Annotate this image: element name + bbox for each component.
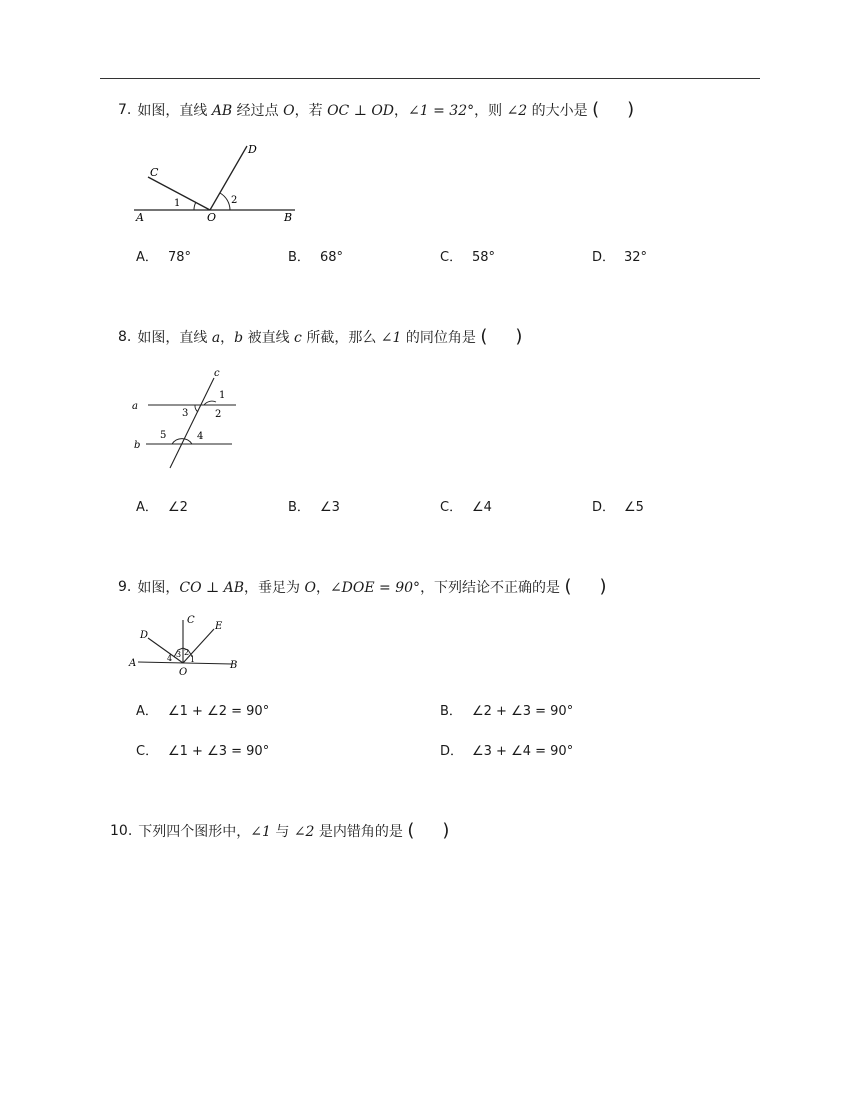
label-angle-2: 2 [215, 409, 222, 420]
line-ab [138, 662, 232, 664]
label-a: A [136, 211, 144, 222]
q8-option-d[interactable]: D． ∠5 [592, 500, 644, 515]
q7-option-c[interactable]: C． 58° [440, 250, 496, 265]
label-c: c [214, 368, 220, 379]
answer-paren-open: ( [407, 820, 415, 841]
label-c: C [150, 166, 159, 179]
label-d: D [248, 143, 257, 156]
q9-option-c[interactable]: C． ∠1 + ∠3 = 90° [136, 744, 270, 759]
question-text: 下列四个图形中，∠1 与 ∠2 是内错角的是 ( ) [138, 820, 450, 841]
label-a: a [132, 401, 138, 412]
q9-option-d[interactable]: D． ∠3 + ∠4 = 90° [440, 744, 574, 759]
q8-option-c[interactable]: C． ∠4 [440, 500, 492, 515]
figure-q7 [130, 140, 300, 222]
header-rule [100, 78, 760, 79]
label-o: O [179, 667, 188, 678]
q7-option-a[interactable]: A． 78° [136, 250, 192, 265]
answer-paren-open: ( [564, 576, 572, 597]
label-c: C [187, 615, 195, 626]
label-angle-3: 3 [176, 650, 182, 659]
label-angle-3: 3 [182, 408, 189, 419]
label-b: B [284, 211, 293, 222]
question-text: 如图，直线 AB 经过点 O，若 OC ⊥ OD，∠1 = 32°，则 ∠2 的大小是 ( ) [137, 99, 635, 120]
label-angle-4: 4 [167, 654, 173, 663]
question-text: 如图，直线 a，b 被直线 c 所截，那么 ∠1 的同位角是 ( ) [137, 326, 523, 347]
answer-paren-close: ) [599, 576, 607, 597]
question-8 [118, 326, 522, 347]
angle-1-arc [204, 401, 216, 405]
answer-paren-close: ) [627, 99, 635, 120]
line-c [170, 378, 214, 468]
q9-option-b[interactable]: B． ∠2 + ∠3 = 90° [440, 704, 574, 719]
label-angle-1: 1 [190, 655, 196, 664]
answer-paren-close: ) [515, 326, 523, 347]
figure-q8 [128, 366, 243, 472]
ray-od [210, 146, 247, 210]
question-number: 9. [118, 578, 132, 595]
question-number: 8. [118, 328, 132, 345]
answer-paren-close: ) [442, 820, 450, 841]
label-b: B [230, 660, 238, 671]
label-o: O [207, 211, 217, 222]
answer-paren-open: ( [592, 99, 600, 120]
answer-paren-open: ( [480, 326, 488, 347]
q7-option-d[interactable]: D． 32° [592, 250, 648, 265]
figure-q9 [126, 612, 244, 680]
question-number: 10. [110, 822, 133, 839]
label-angle-4: 4 [197, 431, 204, 442]
label-a: A [129, 658, 137, 669]
question-10 [110, 820, 450, 841]
q8-option-b[interactable]: B． ∠3 [288, 500, 340, 515]
ray-oe [183, 629, 214, 663]
label-b: b [134, 440, 141, 451]
label-d: D [140, 630, 149, 641]
label-angle-5: 5 [160, 430, 167, 441]
label-e: E [215, 621, 223, 632]
label-angle-1: 1 [174, 198, 181, 209]
q7-option-b[interactable]: B． 68° [288, 250, 344, 265]
label-angle-1: 1 [219, 390, 226, 401]
question-7 [118, 99, 634, 120]
label-angle-2: 2 [231, 195, 238, 206]
question-text: 如图，CO ⊥ AB，垂足为 O，∠DOE = 90°，下列结论不正确的是 ( ) [137, 576, 607, 597]
label-angle-2: 2 [184, 648, 190, 657]
q8-option-a[interactable]: A． ∠2 [136, 500, 188, 515]
q9-option-a[interactable]: A． ∠1 + ∠2 = 90° [136, 704, 270, 719]
question-number: 7. [118, 101, 132, 118]
angle-1-arc [194, 202, 196, 210]
question-9 [118, 576, 607, 597]
angle-2-arc [220, 193, 230, 210]
